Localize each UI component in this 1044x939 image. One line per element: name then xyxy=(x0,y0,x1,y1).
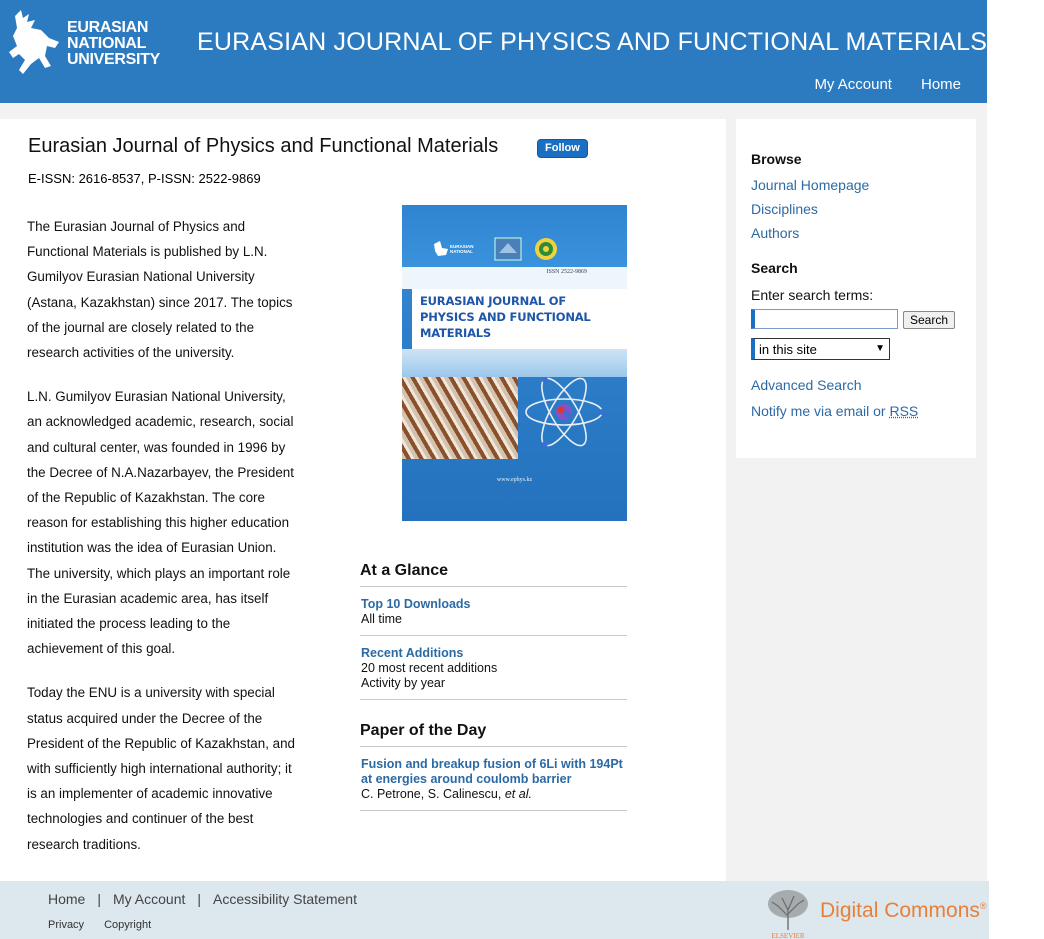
at-a-glance xyxy=(360,562,627,811)
svg-text:EURASIAN: EURASIAN xyxy=(450,244,474,249)
top-downloads-link[interactable]: Top 10 Downloads xyxy=(361,597,471,611)
site-header xyxy=(0,0,987,103)
university-logo[interactable] xyxy=(3,6,167,78)
cover-issn-band xyxy=(402,267,627,289)
elsevier-wordmark: ELSEVIER xyxy=(771,932,805,939)
journal-description xyxy=(27,214,295,876)
search-scope-select[interactable] xyxy=(751,338,890,360)
description-paragraph: L.N. Gumilyov Eurasian National University, an acknowledged academic, research, social and cultural center, was founded in 1996 by the Decree of N.A.Nazarbayev, the President of the Republic of Kazakhstan. The core reason for establishing this higher education institution was the idea of Eurasian Union. The university, which plays an important role in the Eurasian academic area, has itself initiated the process leading to the achievement of this goal. xyxy=(27,389,294,657)
horse-rider-emblem-icon xyxy=(5,8,67,78)
digital-commons-logo[interactable]: Digital Commons® xyxy=(820,899,987,922)
notify-email-link[interactable]: Notify me via email or xyxy=(751,403,886,419)
footer-separator: | xyxy=(197,891,202,907)
logo-text: EURASIAN NATIONAL UNIVERSITY xyxy=(67,19,161,68)
footer-accessibility[interactable]: Accessibility Statement xyxy=(213,891,357,907)
footer-nav xyxy=(48,891,357,907)
potd-authors: C. Petrone, S. Calinescu, et al. xyxy=(361,787,532,801)
notify-line xyxy=(751,403,918,419)
svg-text:NATIONAL: NATIONAL xyxy=(450,249,473,254)
top-downloads-sub[interactable]: All time xyxy=(361,612,402,626)
issn-line: E-ISSN: 2616-8537, P-ISSN: 2522-9869 xyxy=(28,171,261,186)
footer-subnav xyxy=(48,919,151,931)
footer-my-account[interactable]: My Account xyxy=(113,891,186,907)
footer-privacy[interactable]: Privacy xyxy=(48,919,85,931)
search-input[interactable] xyxy=(751,309,898,329)
potd-heading: Paper of the Day xyxy=(360,722,627,747)
browse-disciplines[interactable]: Disciplines xyxy=(751,201,818,217)
activity-by-year-link[interactable]: Activity by year xyxy=(361,676,446,690)
browse-journal-homepage[interactable]: Journal Homepage xyxy=(751,177,870,193)
atom-icon xyxy=(522,370,606,454)
glance-recent-additions xyxy=(360,636,627,700)
paper-of-the-day xyxy=(360,722,627,811)
site-title: EURASIAN JOURNAL OF PHYSICS AND FUNCTIONAL MATERIALS xyxy=(197,28,988,56)
scope-selected-value: in this site xyxy=(759,342,817,357)
rss-link[interactable]: RSS xyxy=(889,403,919,419)
browse-authors[interactable]: Authors xyxy=(751,225,800,241)
journal-cover-image[interactable] xyxy=(402,205,627,521)
cover-logos xyxy=(432,237,558,261)
cover-url: www.ephys.kz xyxy=(496,477,533,483)
nav-home[interactable]: Home xyxy=(920,76,961,93)
cover-institute-logo-icon xyxy=(494,237,522,261)
cover-issn: ISSN 2522-9869 xyxy=(546,269,587,275)
advanced-search-link[interactable]: Advanced Search xyxy=(751,377,862,393)
description-paragraph: The Eurasian Journal of Physics and Functional Materials is published by L.N. Gumilyov Eurasian National University (Astana, Kazakhstan) since 2017. The topics of the journal are closely related to the research activities of the university. xyxy=(27,219,293,361)
browse-heading: Browse xyxy=(751,151,802,167)
follow-button[interactable]: Follow xyxy=(537,139,588,158)
cover-university-logo-icon xyxy=(432,240,482,258)
search-button[interactable]: Search xyxy=(903,311,955,329)
description-paragraph: Today the ENU is a university with special status acquired under the Decree of the President of the Republic of Kazakhstan, and with sufficiently high international authority; it is an implementer of academic innovative technologies and continuer of the best research traditions. xyxy=(27,685,295,852)
potd-item xyxy=(360,747,627,811)
cover-nanotube-image xyxy=(402,377,518,459)
footer-home[interactable]: Home xyxy=(48,891,86,907)
chevron-down-icon: ▼ xyxy=(875,343,885,354)
recent-additions-link[interactable]: Recent Additions xyxy=(361,646,464,660)
recent-additions-sub[interactable]: 20 most recent additions xyxy=(361,661,498,675)
footer-separator: | xyxy=(97,891,101,907)
potd-title-link[interactable]: Fusion and breakup fusion of 6Li with 194Pt at energies around coulomb barrier xyxy=(361,757,623,786)
footer-copyright[interactable]: Copyright xyxy=(104,919,152,931)
top-nav xyxy=(814,76,961,93)
nav-my-account[interactable]: My Account xyxy=(814,76,892,93)
cover-title: EURASIAN JOURNAL OF PHYSICS AND FUNCTIONAL MATERIALS xyxy=(420,294,591,340)
search-heading: Search xyxy=(751,260,798,276)
page-title: Eurasian Journal of Physics and Functional Materials xyxy=(28,135,499,157)
search-label: Enter search terms: xyxy=(751,287,874,303)
glance-top-downloads xyxy=(360,587,627,636)
glance-heading: At a Glance xyxy=(360,562,627,587)
elsevier-tree-logo-icon[interactable] xyxy=(764,886,812,939)
cover-seal-icon xyxy=(534,237,558,261)
